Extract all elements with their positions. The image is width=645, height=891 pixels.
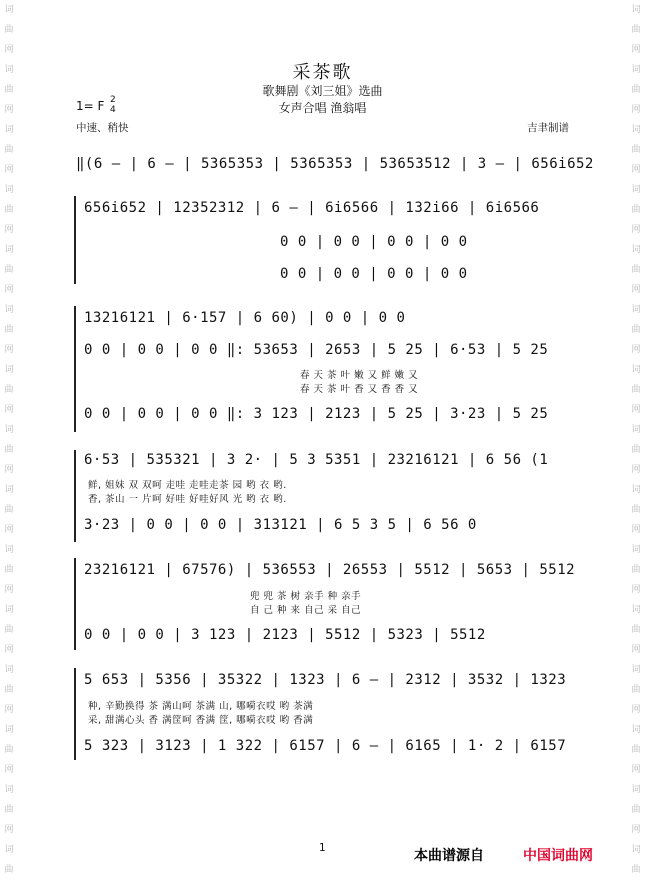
watermark-glyph: 网 <box>4 45 14 55</box>
watermark-glyph: 词 <box>631 605 641 615</box>
watermark-glyph: 网 <box>631 825 641 835</box>
watermark-glyph: 网 <box>631 525 641 535</box>
watermark-glyph: 曲 <box>4 385 14 395</box>
watermark-glyph: 词 <box>4 605 14 615</box>
lyric-verse-1: 兜 兜 茶 树 亲手 种 亲手 <box>250 591 362 602</box>
watermark-glyph: 曲 <box>631 685 641 695</box>
lyric-verse-2: 春 天 茶 叶 香 又 香 香 又 <box>300 384 419 395</box>
watermark-glyph: 网 <box>4 705 14 715</box>
watermark-glyph: 网 <box>631 585 641 595</box>
watermark-glyph: 曲 <box>4 145 14 155</box>
lyric-verse-1: 种, 辛勤换得 茶 满山呵 茶满 山, 哪嗬衣哎 哟 茶满 <box>88 701 314 712</box>
harmony-row-lower: 0 0 | 0 0 | 0 0 | 0 0 <box>280 266 468 282</box>
watermark-glyph: 词 <box>631 485 641 495</box>
alto-row: 5 323 | 3123 | 1 322 | 6157 | 6 — | 6165 | 1· 2 | 6157 <box>84 738 567 754</box>
lyric-verse-2: 采, 甜满心头 香 满筐呵 香满 筐, 哪嗬衣哎 哟 香满 <box>88 715 314 726</box>
watermark-glyph: 词 <box>631 365 641 375</box>
footer-site-link[interactable]: 中国词曲网 <box>523 848 593 864</box>
watermark-glyph: 词 <box>631 65 641 75</box>
watermark-glyph: 曲 <box>631 445 641 455</box>
time-signature-bottom: 4 <box>110 105 116 115</box>
watermark-glyph: 词 <box>631 545 641 555</box>
watermark-glyph: 曲 <box>631 505 641 515</box>
watermark-glyph: 网 <box>4 405 14 415</box>
page-number: 1 <box>319 842 326 854</box>
watermark-glyph: 词 <box>631 785 641 795</box>
watermark-glyph: 曲 <box>4 865 14 875</box>
watermark-glyph: 词 <box>631 665 641 675</box>
watermark-glyph: 曲 <box>631 265 641 275</box>
tempo-marking: 中速、稍快 <box>76 122 129 134</box>
system-brace <box>74 558 76 650</box>
watermark-glyph: 曲 <box>631 205 641 215</box>
watermark-glyph: 曲 <box>631 325 641 335</box>
melody-row: ‖(6 — | 6 — | 5365353 | 5365353 | 53653512 | 3 — | 656i652 <box>76 156 594 172</box>
watermark-glyph: 曲 <box>631 85 641 95</box>
watermark-glyph: 网 <box>4 825 14 835</box>
watermark-glyph: 曲 <box>631 25 641 35</box>
watermark-glyph: 曲 <box>4 325 14 335</box>
watermark-glyph: 词 <box>4 545 14 555</box>
watermark-glyph: 网 <box>631 105 641 115</box>
soprano-row: 5 653 | 5356 | 35322 | 1323 | 6 — | 2312 | 3532 | 1323 <box>84 672 567 688</box>
watermark-glyph: 网 <box>631 645 641 655</box>
alto-row: 0 0 | 0 0 | 3 123 | 2123 | 5512 | 5323 | 5512 <box>84 627 486 643</box>
lyric-verse-2: 自 己 种 来 自己 采 自己 <box>250 605 362 616</box>
watermark-glyph: 词 <box>631 125 641 135</box>
watermark-glyph: 词 <box>4 785 14 795</box>
arranger-credit: 吉聿制谱 <box>527 122 569 134</box>
lyric-verse-1: 春 天 茶 叶 嫩 又 鲜 嫩 又 <box>300 370 419 381</box>
watermark-glyph: 网 <box>631 345 641 355</box>
watermark-glyph: 网 <box>631 45 641 55</box>
melody-row: 656i652 | 12352312 | 6 — | 6i6566 | 132i66 | 6i6566 <box>84 200 540 216</box>
watermark-glyph: 曲 <box>4 265 14 275</box>
melody-row: 13216121 | 6·157 | 6 60) | 0 0 | 0 0 <box>84 310 406 326</box>
watermark-glyph: 曲 <box>4 445 14 455</box>
alto-row: 3·23 | 0 0 | 0 0 | 313121 | 6 5 3 5 | 6 56 0 <box>84 517 477 533</box>
watermark-glyph: 网 <box>4 225 14 235</box>
song-title: 采茶歌 <box>292 62 353 83</box>
system-brace <box>74 306 76 432</box>
watermark-glyph: 曲 <box>4 685 14 695</box>
watermark-glyph: 曲 <box>631 145 641 155</box>
watermark-glyph: 词 <box>4 485 14 495</box>
watermark-glyph: 网 <box>4 285 14 295</box>
performance-note: 女声合唱 渔翁唱 <box>278 101 367 115</box>
watermark-glyph: 曲 <box>631 745 641 755</box>
watermark-glyph: 曲 <box>631 805 641 815</box>
watermark-glyph: 曲 <box>4 625 14 635</box>
lyric-verse-2: 香, 茶山 一 片呵 好哇 好哇好风 光 哟 衣 哟. <box>88 494 287 505</box>
watermark-glyph: 词 <box>631 5 641 15</box>
watermark-glyph: 词 <box>4 245 14 255</box>
watermark-glyph: 词 <box>4 65 14 75</box>
watermark-glyph: 网 <box>4 345 14 355</box>
watermark-glyph: 词 <box>4 125 14 135</box>
watermark-glyph: 网 <box>631 765 641 775</box>
left-watermark <box>2 0 16 880</box>
watermark-glyph: 曲 <box>631 865 641 875</box>
alto-row: 0 0 | 0 0 | 0 0 ‖: 3 123 | 2123 | 5 25 | 3·23 | 5 25 <box>84 406 549 422</box>
watermark-glyph: 网 <box>631 225 641 235</box>
watermark-glyph: 曲 <box>4 505 14 515</box>
watermark-glyph: 词 <box>631 185 641 195</box>
watermark-glyph: 曲 <box>631 625 641 635</box>
key-signature: 1= F <box>76 99 105 113</box>
watermark-glyph: 网 <box>631 405 641 415</box>
watermark-glyph: 网 <box>4 465 14 475</box>
song-subtitle: 歌舞剧《刘三姐》选曲 <box>262 84 383 98</box>
watermark-glyph: 网 <box>4 645 14 655</box>
watermark-glyph: 曲 <box>631 565 641 575</box>
watermark-glyph: 曲 <box>4 205 14 215</box>
soprano-row: 6·53 | 535321 | 3 2· | 5 3 5351 | 23216121 | 6 56 (1 <box>84 452 549 468</box>
watermark-glyph: 词 <box>631 305 641 315</box>
watermark-glyph: 词 <box>4 305 14 315</box>
soprano-row: 0 0 | 0 0 | 0 0 ‖: 53653 | 2653 | 5 25 | 6·53 | 5 25 <box>84 342 549 358</box>
watermark-glyph: 网 <box>4 165 14 175</box>
system-brace <box>74 196 76 284</box>
right-watermark <box>629 0 643 880</box>
system-brace <box>74 450 76 542</box>
harmony-row-upper: 0 0 | 0 0 | 0 0 | 0 0 <box>280 234 468 250</box>
watermark-glyph: 网 <box>4 585 14 595</box>
watermark-glyph: 网 <box>631 285 641 295</box>
watermark-glyph: 词 <box>4 185 14 195</box>
watermark-glyph: 词 <box>4 365 14 375</box>
watermark-glyph: 词 <box>631 245 641 255</box>
watermark-glyph: 曲 <box>631 385 641 395</box>
watermark-glyph: 网 <box>4 525 14 535</box>
watermark-glyph: 词 <box>4 725 14 735</box>
footer-source-label: 本曲谱源自 <box>414 848 484 864</box>
watermark-glyph: 曲 <box>4 85 14 95</box>
watermark-glyph: 网 <box>4 105 14 115</box>
watermark-glyph: 词 <box>631 425 641 435</box>
watermark-glyph: 曲 <box>4 25 14 35</box>
watermark-glyph: 词 <box>4 845 14 855</box>
time-signature-top: 2 <box>110 95 116 105</box>
watermark-glyph: 网 <box>631 465 641 475</box>
watermark-glyph: 词 <box>4 425 14 435</box>
watermark-glyph: 词 <box>4 5 14 15</box>
watermark-glyph: 网 <box>4 765 14 775</box>
soprano-row: 23216121 | 67576) | 536553 | 26553 | 5512 | 5653 | 5512 <box>84 562 576 578</box>
watermark-glyph: 曲 <box>4 805 14 815</box>
system-brace <box>74 668 76 760</box>
watermark-glyph: 网 <box>631 705 641 715</box>
watermark-glyph: 词 <box>4 665 14 675</box>
watermark-glyph: 曲 <box>4 745 14 755</box>
lyric-verse-1: 鲜, 姐妹 双 双呵 走哇 走哇走茶 园 哟 衣 哟. <box>88 480 287 491</box>
watermark-glyph: 网 <box>631 165 641 175</box>
watermark-glyph: 词 <box>631 845 641 855</box>
watermark-glyph: 曲 <box>4 565 14 575</box>
watermark-glyph: 词 <box>631 725 641 735</box>
